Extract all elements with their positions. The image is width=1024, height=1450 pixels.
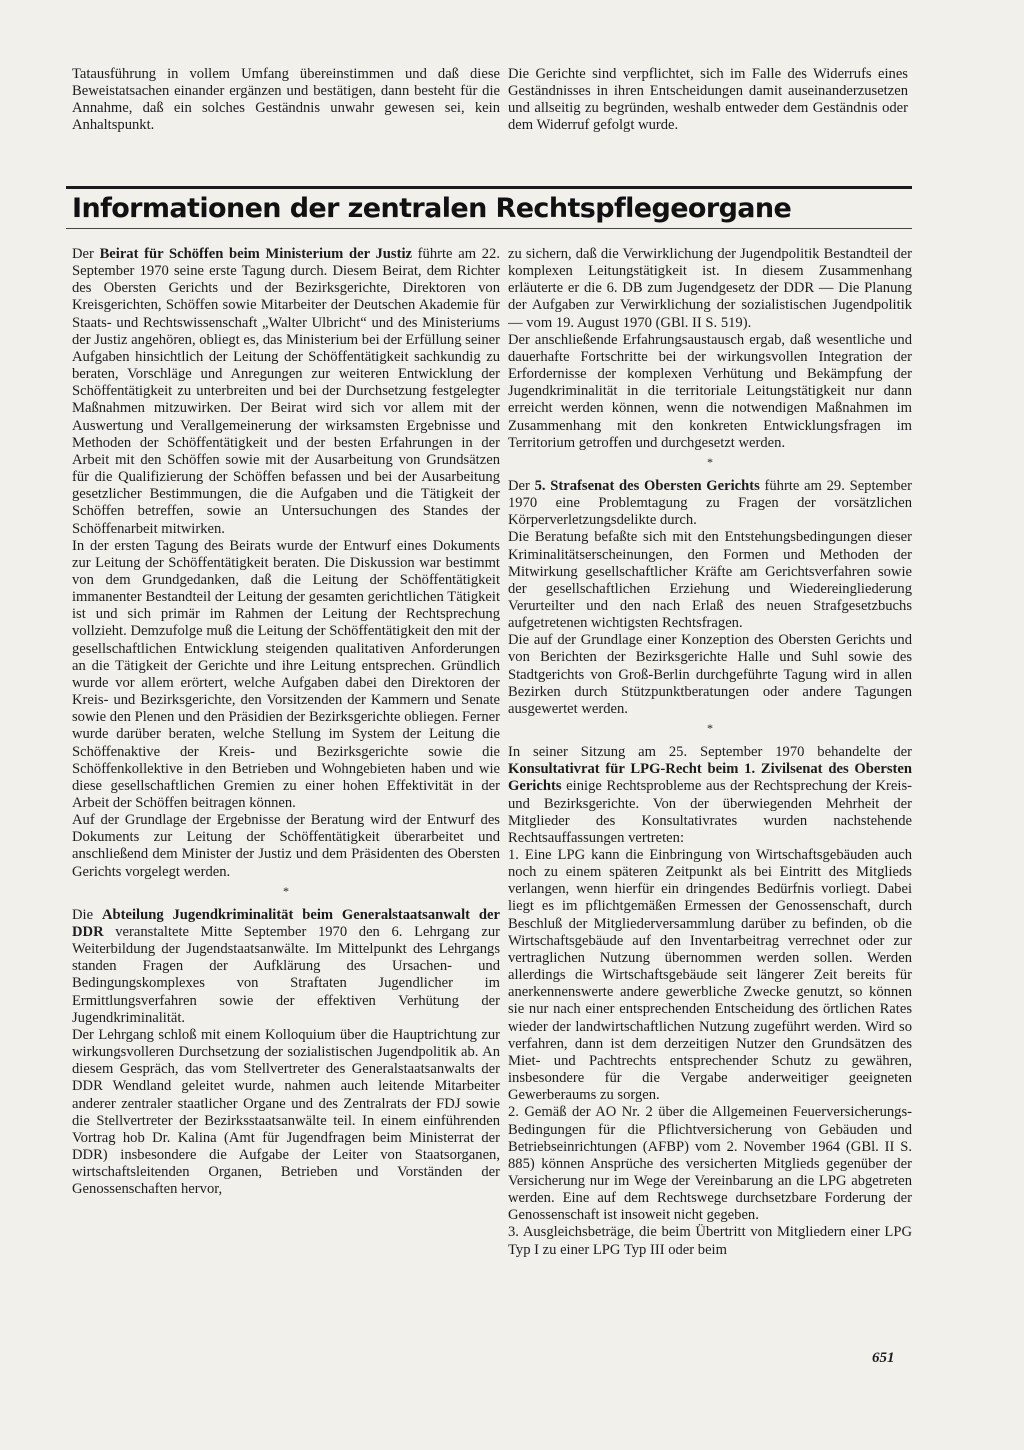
intro-left-column: [72, 66, 500, 135]
bold-abteilung: Abteilung Jugendkriminalität beim Generalstaatsanwalt der DDR: [72, 906, 500, 940]
intro-left-paragraph: Tatausführung in vollem Umfang übereinstimmen und daß diese Beweistatsachen einander ergänzen und bestätigen, dann besteht für die Annahme, daß ein solches Geständnis unwahr gewesen sei, kein Anhaltspunkt.: [72, 66, 500, 134]
intro-right-column: [508, 66, 908, 135]
section-rule-top: [66, 186, 912, 189]
right-column: [508, 246, 912, 1259]
paragraph-beratung: Die Beratung befaßte sich mit den Entstehungsbedingungen dieser Kriminalitätserscheinungen, den Formen und Methoden der Mitwirkung gesellschaftlicher Kräfte am Gerichtsverfahren sowie der gesellschaftlichen Erziehung und Wiedereingliederung Verurteilter und den nach Erlaß des neuen Strafgesetzbuchs aufgetretenen wichtigsten Rechtsfragen.: [508, 529, 912, 632]
paragraph-konsultativrat: In seiner Sitzung am 25. September 1970 behandelte der Konsultativrat für LPG-Recht beim 1. Zivilsenat des Obersten Gerichts einige Rechtsprobleme aus der Rechtsprechung der Kreis- und Bezirksgerichte. Von der überwiegenden Mehrheit der Mitglieder des Konsultativrates wurden nachstehende Rechtsauffassungen vertreten:: [508, 744, 912, 846]
paragraph-lehrgang: Der Lehrgang schloß mit einem Kolloquium über die Hauptrichtung zur wirkungsvolleren Durchsetzung der sozialistischen Jugendpolitik ab. An diesem Gespräch, das vom Stellvertreter des Generalstaatsanwalts der DDR Wendland geleitet wurde, nahmen auch leitende Mitarbeiter anderer zentraler staatlicher Organe und des Zentralrats der FDJ sowie die Stellvertreter der Bezirksstaatsanwälte teil. In einem einführenden Vortrag hob Dr. Kalina (Amt für Jugendfragen beim Ministerrat der DDR) insbesondere die Aufgabe der Leiter von Staatsorganen, wirtschaftsleitenden Organen, Betrieben und Vorständen der Genossenschaften hervor,: [72, 1026, 500, 1198]
paragraph-point-1: 1. Eine LPG kann die Einbringung von Wirtschaftsgebäuden auch noch zu einem späteren Zeitpunkt als bei Eintritt des Mitglieds verlangen, wenn hierfür ein dringendes Bedürfnis vorliegt. Dabei liegt es im pflichtgemäßen Ermessen der Genossenschaft, durch Beschluß der Mitgliederversammlung darüber zu befinden, ob die Wirtschaftsgebäude auf den Inventarbeitrag verrechnet oder zur vertraglichen Nutzung übernommen werden sollen. Werden allerdings die Wirtschaftsgebäude seit längerer Zeit bereits für anerkennenswerte andere gewerbliche Zwecke genutzt, so können sie nur nach einer entsprechenden Entscheidung des örtlichen Rates wieder der landwirtschaftlichen Nutzung zugeführt werden. Wird so verfahren, dann ist dem derzeitigen Nutzer den Grundsätzen des Miet- und Pachtrechts entsprechender Schutz zu gewähren, insbesondere für die Vergabe anderweitiger geeigneten Gewerberaums zu sorgen.: [508, 847, 912, 1104]
separator-asterisk: *: [283, 883, 289, 898]
separator-asterisk: *: [707, 721, 713, 736]
section-heading: Informationen der zentralen Rechtspflegeorgane: [72, 193, 792, 224]
paragraph-grundlage: Auf der Grundlage der Ergebnisse der Beratung wird der Entwurf des Dokuments zur Leitung der Schöffentätigkeit überarbeitet und anschließend dem Minister der Justiz und dem Präsidenten des Obersten Gerichts vorgelegt werden.: [72, 812, 500, 880]
paragraph-erste-tagung: In der ersten Tagung des Beirats wurde der Entwurf eines Dokuments zur Leitung der Schöffentätigkeit beraten. Die Diskussion war bestimmt von dem Grundgedanken, daß die Leitung der Schöffentätigkeit immanenter Bestandteil der Leitung der gesamten gerichtlichen Tätigkeit ist und sich primär im Rahmen der Leitung der Rechtsprechung vollzieht. Demzufolge muß die Leitung der Schöffentätigkeit den mit der gesellschaftlichen Entwicklung steigenden qualitativen Anforderungen an die Tätigkeit der Gerichte und ihre Leitung entsprechen. Gründlich wurde vor allem erörtert, welche Aufgaben dabei den Direktoren der Kreis- und Bezirksgerichte, den Vorsitzenden der Kammern und Senate sowie den Plenen und den Präsidien der Bezirksgerichte obliegen. Ferner wurde darüber beraten, welche Stellung im System der Leitung die Schöffenaktive der Kreis- und Bezirksgerichte sowie die Schöffenkollektive in den Betrieben und Wohngebieten haben und wie diese gesellschaftlichen Gremien zu einer hohen Effektivität in der Arbeit der Schöffen beitragen können.: [72, 537, 500, 811]
paragraph-point-2: 2. Gemäß der AO Nr. 2 über die Allgemeinen Feuerversicherungs-Bedingungen für die Pflichtversicherung von Gebäuden und Betriebseinrichtungen (AFBP) vom 2. November 1964 (GBl. II S. 885) können Ansprüche des versicherten Mitglieds gegenüber der Versicherung nur im Wege der Vereinbarung an die LPG abgetreten werden. Eine auf dem Rechtswege durchsetzbare Forderung der Genossenschaft ist insoweit nicht gegeben.: [508, 1104, 912, 1224]
intro-right-paragraph: Die Gerichte sind verpflichtet, sich im Falle des Widerrufs eines Geständnisses in ihren Entscheidungen damit auseinanderzusetzen und allseitig zu begründen, weshalb entweder dem Geständnis oder dem Widerruf gefolgt wurde.: [508, 66, 908, 134]
bold-konsultativrat: Konsultativrat für LPG-Recht beim 1. Zivilsenat des Obersten Gerichts: [508, 761, 912, 795]
left-column: [72, 246, 500, 1198]
paragraph-point-3: 3. Ausgleichsbeträge, die beim Übertritt von Mitgliedern einer LPG Typ I zu einer LPG Typ III oder beim: [508, 1224, 912, 1258]
paragraph-erfahrungsaustausch: Der anschließende Erfahrungsaustausch ergab, daß wesentliche und dauerhafte Fortschritte bei der wirkungsvollen Integration der Erfordernisse der komplexen Verhütung und Bekämpfung der Jugendkriminalität in die territoriale Leitungstätigkeit nur dann erreicht werden können, wenn die notwendigen Maßnahmen im Zusammenhang mit den konkreten Entwicklungsfragen im Territorium getroffen und durchgesetzt werden.: [508, 331, 912, 451]
bold-strafsenat: 5. Strafsenat des Obersten Gerichts: [534, 477, 760, 494]
separator-asterisk: *: [707, 454, 713, 469]
section-rule-bottom: [66, 228, 912, 229]
paragraph-jugendpolitik: zu sichern, daß die Verwirklichung der Jugendpolitik Bestandteil der komplexen Leitungstätigkeit ist. In diesem Zusammenhang erläuterte er die 6. DB zum Jugendgesetz der DDR — Die Planung der Aufgaben zur Verwirklichung der sozialistischen Jugendpolitik — vom 19. August 1970 (GBl. II S. 519).: [508, 246, 912, 331]
paragraph-beirat: Der Beirat für Schöffen beim Ministerium der Justiz führte am 22. September 1970 seine erste Tagung durch. Diesem Beirat, dem Richter des Obersten Gerichts und der Bezirksgerichte, Direktoren von Kreisgerichten, Schöffen sowie Mitarbeiter der Deutschen Akademie für Staats- und Rechtswissenschaft „Walter Ulbricht“ und des Ministeriums der Justiz angehören, obliegt es, das Ministerium bei der Erfüllung seiner Aufgaben hinsichtlich der Leitung der Schöffentätigkeit sachkundig zu beraten, Vorschläge und Anregungen zur weiteren Entwicklung der Schöffentätigkeit zu unterbreiten und bei der Durchsetzung festgelegter Maßnahmen mitzuwirken. Der Beirat wird sich vor allem mit der Auswertung und Verallgemeinerung der wirksamsten Ergebnisse und Methoden der Schöffentätigkeit und der besten Erfahrungen in der Arbeit mit den Schöffen sowie mit der Ausarbeitung von Grundsätzen für die Qualifizierung der Schöffen befassen und bei der Ausarbeitung gesetzlicher Bestimmungen, die die Aufgaben und die Tätigkeit der Schöffen betreffen, sowie an Untersuchungen des Standes der Schöffenarbeit mitwirken.: [72, 246, 500, 537]
paragraph-jugendkriminalitaet: Die Abteilung Jugendkriminalität beim Generalstaatsanwalt der DDR veranstaltete Mitte September 1970 den 6. Lehrgang zur Weiterbildung der Jugendstaatsanwälte. Im Mittelpunkt des Lehrgangs standen Fragen der Aufklärung des Ursachen- und Bedingungskomplexes von Straftaten Jugendlicher im Ermittlungsverfahren sowie der effektiven Verhütung der Jugendkriminalität.: [72, 906, 500, 1026]
page-number: 651: [872, 1350, 895, 1366]
paragraph-strafsenat: Der 5. Strafsenat des Obersten Gerichts führte am 29. September 1970 eine Problemtagung zu Fragen der vorsätzlichen Körperverletzungsdelikte durch.: [508, 477, 913, 529]
paragraph-konzeption: Die auf der Grundlage einer Konzeption des Obersten Gerichts und von Berichten der Bezirksgerichte Halle und Suhl sowie des Stadtgerichts von Groß-Berlin durchgeführte Tagung wird in allen Bezirken durch Stützpunktberatungen oder andere Tagungen ausgewertet werden.: [508, 632, 912, 717]
bold-beirat: Beirat für Schöffen beim Ministerium der Justiz: [99, 246, 412, 262]
